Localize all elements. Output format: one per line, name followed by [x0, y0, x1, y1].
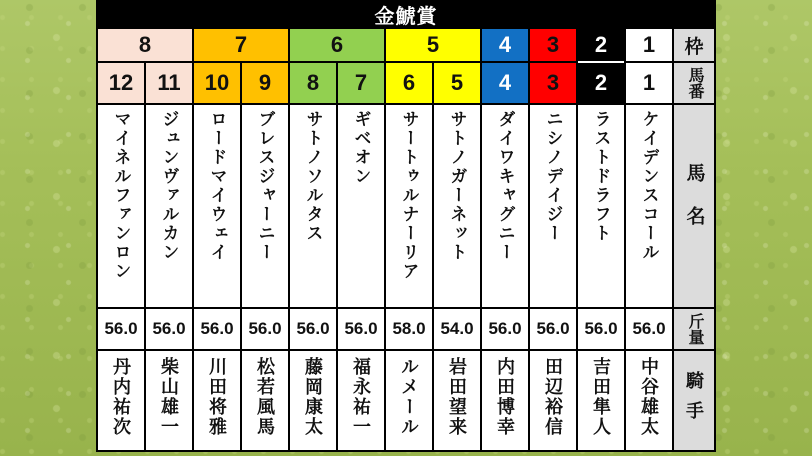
race-title: 金鯱賞: [98, 2, 714, 27]
jockey-name: 内田博幸: [495, 357, 515, 437]
horse-number-cell: 10: [194, 63, 240, 103]
frame-cell-3: 3: [530, 29, 576, 61]
horse-name: ニシノデイジー: [543, 110, 563, 243]
jockey-cell: [482, 351, 528, 450]
frame-cell-8: 8: [98, 29, 192, 61]
weight-cell: 56.0: [626, 309, 672, 349]
frame-cell-4: 4: [482, 29, 528, 61]
row-header-name-label: 馬名: [683, 163, 705, 249]
weight-cell: 56.0: [338, 309, 384, 349]
horse-name-cell: [386, 105, 432, 307]
horse-name-cell: [338, 105, 384, 307]
frame-cell-5: 5: [386, 29, 480, 61]
horse-name: マイネルファンロン: [111, 110, 131, 281]
jockey-name: 松若風馬: [255, 357, 275, 437]
horse-number-cell: 3: [530, 63, 576, 103]
jockey-name: 田辺裕信: [543, 357, 563, 437]
horse-name: ギベオン: [351, 110, 371, 186]
jockey-cell: [434, 351, 480, 450]
row-header-number-label: 馬番: [686, 67, 703, 99]
horse-name-cell: [578, 105, 624, 307]
horse-name-cell: [146, 105, 192, 307]
jockey-name: 福永祐一: [351, 357, 371, 437]
weight-cell: 56.0: [146, 309, 192, 349]
horse-name-cell: [194, 105, 240, 307]
weight-cell: 56.0: [194, 309, 240, 349]
row-header-number: [674, 63, 714, 103]
row-header-weight: [674, 309, 714, 349]
horse-name-cell: [626, 105, 672, 307]
weight-cell: 56.0: [578, 309, 624, 349]
row-header-frame: 枠: [674, 29, 714, 61]
horse-number-cell: 5: [434, 63, 480, 103]
jockey-cell: [146, 351, 192, 450]
horse-name: サトノガーネット: [447, 110, 467, 262]
horse-number-cell: 1: [626, 63, 672, 103]
horse-number-cell: 6: [386, 63, 432, 103]
horse-name: ブレスジャーニー: [255, 110, 275, 262]
horse-number-cell: 12: [98, 63, 144, 103]
jockey-name: 岩田望来: [447, 357, 467, 437]
jockey-name: 柴山雄一: [159, 357, 179, 437]
horse-name: ダイワキャグニー: [495, 110, 515, 262]
weight-cell: 56.0: [530, 309, 576, 349]
weight-cell: 56.0: [98, 309, 144, 349]
row-header-name: [674, 105, 714, 307]
horse-name: サトノソルタス: [303, 110, 323, 243]
row-header-jockey: [674, 351, 714, 450]
weight-cell: 56.0: [290, 309, 336, 349]
jockey-name: 中谷雄太: [639, 357, 659, 437]
horse-number-cell: 8: [290, 63, 336, 103]
horse-name-cell: [482, 105, 528, 307]
horse-name: サートゥルナーリア: [399, 110, 419, 281]
race-entry-table: [96, 0, 716, 452]
weight-cell: 56.0: [482, 309, 528, 349]
jockey-name: 藤岡康太: [303, 357, 323, 437]
jockey-name: ルメール: [399, 357, 419, 437]
horse-name: ケイデンスコール: [639, 110, 659, 262]
weight-cell: 58.0: [386, 309, 432, 349]
frame-cell-7: 7: [194, 29, 288, 61]
jockey-name: 吉田隼人: [591, 357, 611, 437]
horse-name-cell: [530, 105, 576, 307]
weight-cell: 56.0: [242, 309, 288, 349]
row-header-jockey-label: 騎手: [684, 370, 704, 431]
weight-cell: 54.0: [434, 309, 480, 349]
horse-name: ロードマイウェイ: [207, 110, 227, 262]
jockey-name: 丹内祐次: [111, 357, 131, 437]
jockey-name: 川田将雅: [207, 357, 227, 437]
horse-name-cell: [242, 105, 288, 307]
jockey-cell: [98, 351, 144, 450]
row-header-weight-label: 斤量: [686, 313, 703, 345]
horse-name-cell: [434, 105, 480, 307]
jockey-cell: [386, 351, 432, 450]
horse-name: ジュンヴァルカン: [159, 110, 179, 262]
jockey-cell: [194, 351, 240, 450]
horse-name-cell: [290, 105, 336, 307]
horse-number-cell: 2: [578, 63, 624, 103]
jockey-cell: [530, 351, 576, 450]
horse-number-cell: 4: [482, 63, 528, 103]
jockey-cell: [578, 351, 624, 450]
horse-name: ラストドラフト: [591, 110, 611, 243]
jockey-cell: [242, 351, 288, 450]
horse-number-cell: 9: [242, 63, 288, 103]
frame-cell-2: 2: [578, 29, 624, 61]
horse-number-cell: 11: [146, 63, 192, 103]
jockey-cell: [338, 351, 384, 450]
frame-cell-6: 6: [290, 29, 384, 61]
jockey-cell: [626, 351, 672, 450]
frame-cell-1: 1: [626, 29, 672, 61]
jockey-cell: [290, 351, 336, 450]
horse-name-cell: [98, 105, 144, 307]
horse-number-cell: 7: [338, 63, 384, 103]
